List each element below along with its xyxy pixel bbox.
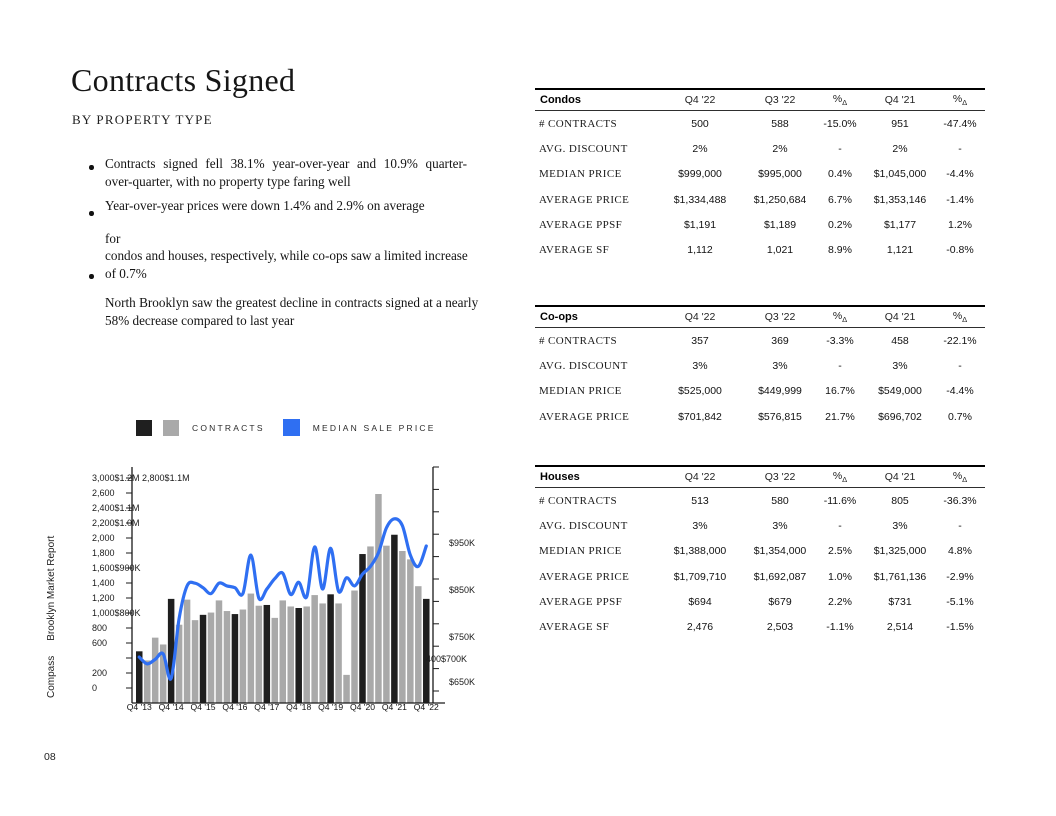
row-label: AVERAGE SF bbox=[539, 244, 610, 257]
column-header: $\%_\Delta$ bbox=[832, 309, 848, 325]
table-row bbox=[535, 353, 985, 378]
cell-value: $696,702 bbox=[878, 410, 922, 423]
table-title: Condos bbox=[540, 94, 581, 106]
cell-value: $1,761,136 bbox=[873, 570, 927, 583]
cell-value: 3% bbox=[772, 359, 788, 372]
cell-value: 357 bbox=[691, 334, 709, 347]
cell-value: -1.5% bbox=[946, 621, 974, 634]
cell-value: 2,503 bbox=[766, 621, 794, 634]
cell-value: $1,250,684 bbox=[753, 193, 807, 206]
median-price-swatch bbox=[283, 419, 300, 436]
cell-value: $679 bbox=[768, 595, 792, 608]
column-header: $\%_\Delta$ bbox=[832, 469, 848, 485]
cell-value: 0.2% bbox=[828, 218, 852, 231]
condos-table bbox=[535, 88, 985, 263]
cell-value: 951 bbox=[891, 117, 909, 130]
row-label: # CONTRACTS bbox=[539, 494, 618, 507]
cell-value: $1,189 bbox=[763, 218, 797, 231]
svg-text:1,200: 1,200 bbox=[92, 593, 115, 603]
cell-value: 3% bbox=[772, 519, 788, 532]
svg-text:600: 600 bbox=[92, 638, 108, 648]
cell-value: -4.4% bbox=[946, 168, 974, 181]
svg-text:1,600$900K: 1,600$900K bbox=[92, 563, 141, 573]
page-subtitle: BY PROPERTY TYPE bbox=[72, 112, 213, 127]
table-row bbox=[535, 539, 985, 564]
cell-value: $1,354,000 bbox=[753, 545, 807, 558]
cell-value: 2% bbox=[772, 142, 788, 155]
cell-value: $995,000 bbox=[758, 168, 802, 181]
cell-value: $576,815 bbox=[758, 410, 802, 423]
cell-value: 2.2% bbox=[828, 595, 852, 608]
contracts-other-swatch bbox=[163, 420, 179, 436]
column-header: Q3 '22 bbox=[764, 471, 796, 483]
table-row bbox=[535, 162, 985, 187]
row-label: AVG. DISCOUNT bbox=[539, 142, 628, 155]
bullet-text: Year-over-year prices were down 1.4% and 2.9% on average bbox=[105, 198, 425, 213]
cell-value: $1,709,710 bbox=[673, 570, 727, 583]
cell-value: 0.7% bbox=[948, 410, 972, 423]
cell-value: 2,476 bbox=[686, 621, 714, 634]
sidebar-vertical-text bbox=[46, 520, 57, 698]
row-label: AVG. DISCOUNT bbox=[539, 519, 628, 532]
column-header: Q3 '22 bbox=[764, 311, 796, 323]
table-row bbox=[535, 513, 985, 538]
cell-value: 1,121 bbox=[886, 244, 914, 257]
cell-value: - bbox=[838, 359, 842, 372]
table-row bbox=[535, 187, 985, 212]
cell-value: 3% bbox=[692, 359, 708, 372]
cell-value: 1.2% bbox=[948, 218, 972, 231]
row-label: AVERAGE PPSF bbox=[539, 595, 623, 608]
cell-value: 588 bbox=[771, 117, 789, 130]
bullet-text: Contracts signed fell 38.1% year-over-year and 10.9% quarter- over-quarter, with no property type faring well bbox=[105, 156, 467, 189]
column-header: Q4 '21 bbox=[884, 311, 916, 323]
row-label: MEDIAN PRICE bbox=[539, 168, 622, 181]
column-header: $\%_\Delta$ bbox=[832, 92, 848, 108]
cell-value: 1.0% bbox=[828, 570, 852, 583]
table-row bbox=[535, 328, 985, 353]
cell-value: $1,692,087 bbox=[753, 570, 807, 583]
svg-text:Q4 '21: Q4 '21 bbox=[381, 702, 407, 712]
cell-value: $694 bbox=[688, 595, 712, 608]
table-header-row bbox=[535, 88, 985, 111]
row-label: AVG. DISCOUNT bbox=[539, 359, 628, 372]
cell-value: -1.1% bbox=[826, 621, 854, 634]
cell-value: -3.3% bbox=[826, 334, 854, 347]
table-row bbox=[535, 111, 985, 136]
column-header: $\%_\Delta$ bbox=[952, 469, 968, 485]
svg-text:3,000$1.2M 2,800$1.1M: 3,000$1.2M 2,800$1.1M bbox=[92, 473, 190, 483]
table-title: Houses bbox=[540, 471, 580, 483]
svg-text:0: 0 bbox=[92, 683, 98, 693]
cell-value: -15.0% bbox=[823, 117, 857, 130]
row-label: # CONTRACTS bbox=[539, 334, 618, 347]
cell-value: - bbox=[838, 142, 842, 155]
svg-text:$850K: $850K bbox=[449, 585, 476, 595]
cell-value: 3% bbox=[692, 519, 708, 532]
row-label: AVERAGE PPSF bbox=[539, 218, 623, 231]
svg-text:2,200$1.0M: 2,200$1.0M bbox=[92, 518, 140, 528]
cell-value: 500 bbox=[691, 117, 709, 130]
cell-value: $525,000 bbox=[678, 385, 722, 398]
cell-value: 4.8% bbox=[948, 545, 972, 558]
table-row bbox=[535, 404, 985, 429]
sidebar-report-title: Brooklyn Market Report bbox=[46, 535, 57, 641]
svg-text:2,400$1.1M: 2,400$1.1M bbox=[92, 503, 140, 513]
cell-value: $701,842 bbox=[678, 410, 722, 423]
bullet-text: North Brooklyn saw the greatest decline in contracts signed at a nearly 58% decrease compared to last year bbox=[105, 295, 479, 328]
page-title: Contracts Signed bbox=[71, 62, 296, 98]
row-label: AVERAGE PRICE bbox=[539, 410, 630, 423]
row-label: AVERAGE PRICE bbox=[539, 570, 630, 583]
svg-text:Q4 '16: Q4 '16 bbox=[222, 702, 248, 712]
column-header: Q4 '22 bbox=[684, 94, 716, 106]
contracts-median-price-chart bbox=[60, 452, 530, 737]
cell-value: $549,000 bbox=[878, 385, 922, 398]
cell-value: 1,112 bbox=[687, 244, 713, 257]
cell-value: -4.4% bbox=[946, 385, 974, 398]
cell-value: $1,191 bbox=[683, 218, 717, 231]
table-title: Co-ops bbox=[540, 311, 578, 323]
svg-text:Q4 '14: Q4 '14 bbox=[158, 702, 184, 712]
cell-value: $731 bbox=[888, 595, 912, 608]
cell-value: -36.3% bbox=[943, 494, 977, 507]
table-row bbox=[535, 614, 985, 639]
svg-text:Q4 '15: Q4 '15 bbox=[190, 702, 216, 712]
svg-text:2,000: 2,000 bbox=[92, 533, 115, 543]
cell-value: -2.9% bbox=[946, 570, 974, 583]
svg-text:Q4 '19: Q4 '19 bbox=[318, 702, 344, 712]
table-row bbox=[535, 136, 985, 161]
cell-value: 805 bbox=[891, 494, 909, 507]
svg-text:Q4 '13: Q4 '13 bbox=[126, 702, 152, 712]
brand-compass: Compass bbox=[46, 655, 57, 698]
row-label: AVERAGE SF bbox=[539, 621, 610, 634]
table-row bbox=[535, 488, 985, 513]
bullet-dot bbox=[89, 211, 94, 216]
column-header: Q4 '21 bbox=[884, 94, 916, 106]
table-row bbox=[535, 589, 985, 614]
column-header: $\%_\Delta$ bbox=[952, 92, 968, 108]
table-row bbox=[535, 237, 985, 262]
cell-value: -22.1% bbox=[943, 334, 977, 347]
coops-table bbox=[535, 305, 985, 429]
column-header: Q4 '21 bbox=[884, 471, 916, 483]
cell-value: $1,177 bbox=[883, 218, 917, 231]
bullet-text: condos and houses, respectively, while co-ops saw a limited increase of 0.7% bbox=[105, 248, 468, 281]
table-row bbox=[535, 564, 985, 589]
column-header: Q4 '22 bbox=[684, 471, 716, 483]
chart-legend bbox=[136, 419, 438, 436]
cell-value: $999,000 bbox=[678, 168, 722, 181]
cell-value: -11.6% bbox=[823, 494, 857, 507]
cell-value: 2% bbox=[892, 142, 908, 155]
cell-value: $1,353,146 bbox=[873, 193, 927, 206]
cell-value: 6.7% bbox=[828, 193, 852, 206]
cell-value: -47.4% bbox=[943, 117, 977, 130]
cell-value: 3% bbox=[892, 359, 908, 372]
bullet-dot bbox=[89, 165, 94, 170]
bullet-text: for bbox=[105, 231, 121, 246]
row-label: AVERAGE PRICE bbox=[539, 193, 630, 206]
cell-value: - bbox=[958, 359, 962, 372]
contracts-q4-swatch bbox=[136, 420, 152, 436]
row-label: # CONTRACTS bbox=[539, 117, 618, 130]
row-label: MEDIAN PRICE bbox=[539, 545, 622, 558]
cell-value: $1,045,000 bbox=[873, 168, 927, 181]
legend-median-label: MEDIAN SALE PRICE bbox=[312, 422, 436, 433]
legend-contracts-label: CONTRACTS bbox=[192, 422, 265, 433]
svg-text:1,000$800K: 1,000$800K bbox=[92, 608, 141, 618]
column-header: $\%_\Delta$ bbox=[952, 309, 968, 325]
cell-value: 21.7% bbox=[825, 410, 855, 423]
svg-text:$750K: $750K bbox=[449, 632, 476, 642]
cell-value: 513 bbox=[691, 494, 709, 507]
cell-value: 0.4% bbox=[828, 168, 852, 181]
cell-value: 3% bbox=[892, 519, 908, 532]
table-header-row bbox=[535, 305, 985, 328]
svg-text:1,400: 1,400 bbox=[92, 578, 115, 588]
column-header: Q3 '22 bbox=[764, 94, 796, 106]
cell-value: 16.7% bbox=[825, 385, 855, 398]
table-row bbox=[535, 212, 985, 237]
cell-value: 2.5% bbox=[828, 545, 852, 558]
row-label: MEDIAN PRICE bbox=[539, 385, 622, 398]
cell-value: 458 bbox=[891, 334, 909, 347]
svg-text:Q4 '20: Q4 '20 bbox=[349, 702, 376, 712]
column-header: Q4 '22 bbox=[684, 311, 716, 323]
cell-value: 8.9% bbox=[828, 244, 852, 257]
svg-text:400$700K: 400$700K bbox=[426, 654, 468, 664]
cell-value: -1.4% bbox=[946, 193, 974, 206]
bullet-dot bbox=[89, 274, 94, 279]
svg-text:1,800: 1,800 bbox=[92, 548, 115, 558]
page-number: 08 bbox=[44, 751, 56, 763]
cell-value: $1,334,488 bbox=[673, 193, 727, 206]
cell-value: 2% bbox=[692, 142, 708, 155]
table-row bbox=[535, 379, 985, 404]
cell-value: -5.1% bbox=[946, 595, 974, 608]
cell-value: 580 bbox=[771, 494, 789, 507]
cell-value: - bbox=[958, 142, 962, 155]
svg-text:Q4 '17: Q4 '17 bbox=[254, 702, 280, 712]
cell-value: 369 bbox=[771, 334, 789, 347]
svg-text:Q4 '22: Q4 '22 bbox=[413, 702, 439, 712]
svg-text:Q4 '18: Q4 '18 bbox=[286, 702, 312, 712]
cell-value: - bbox=[958, 519, 962, 532]
cell-value: 2,514 bbox=[886, 621, 914, 634]
svg-text:200: 200 bbox=[92, 668, 108, 678]
svg-text:2,600: 2,600 bbox=[92, 488, 115, 498]
cell-value: $1,325,000 bbox=[873, 545, 927, 558]
table-header-row bbox=[535, 465, 985, 488]
cell-value: $449,999 bbox=[758, 385, 802, 398]
svg-text:$950K: $950K bbox=[449, 538, 476, 548]
cell-value: 1,021 bbox=[766, 244, 794, 257]
cell-value: -0.8% bbox=[946, 244, 974, 257]
cell-value: $1,388,000 bbox=[673, 545, 727, 558]
svg-text:$650K: $650K bbox=[449, 677, 476, 687]
houses-table bbox=[535, 465, 985, 640]
cell-value: - bbox=[838, 519, 842, 532]
svg-text:800: 800 bbox=[92, 623, 108, 633]
